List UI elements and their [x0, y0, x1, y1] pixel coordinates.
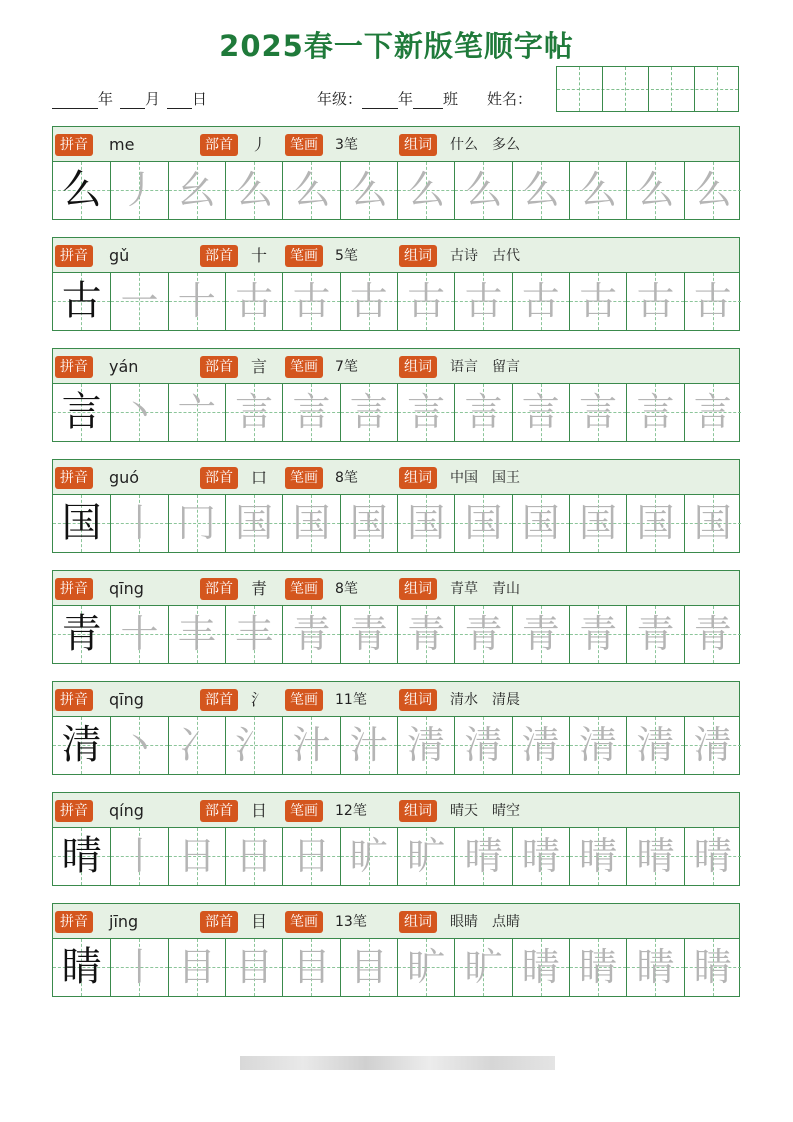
trace-cell[interactable]: [626, 828, 683, 885]
trace-cell[interactable]: [684, 717, 741, 774]
words-tag: 组词: [399, 578, 437, 600]
trace-cell[interactable]: [340, 939, 397, 996]
model-character: 国: [61, 500, 102, 546]
page-title: 2025春一下新版笔顺字帖: [219, 29, 574, 63]
stroke-step-character: 丨: [120, 501, 159, 545]
stroke-step-character: 汁: [349, 723, 388, 767]
stroke-step-character: 青: [693, 612, 732, 656]
words-value: 青草 青山: [450, 581, 520, 597]
trace-cell[interactable]: [626, 495, 683, 552]
stroke-step-character: 古: [521, 279, 560, 323]
words-tag: 组词: [399, 134, 437, 156]
model-character: 古: [61, 278, 102, 324]
stroke-step-character: 日: [292, 834, 331, 878]
stroke-step-character: 青: [407, 612, 446, 656]
trace-cell[interactable]: [684, 606, 741, 663]
strokes-value: 13笔: [335, 914, 367, 930]
stroke-step-character: 言: [235, 390, 274, 434]
trace-cell[interactable]: [110, 717, 167, 774]
trace-cell[interactable]: [569, 717, 626, 774]
character-block: [52, 681, 740, 778]
radical-tag: 部首: [200, 467, 238, 489]
trace-cell[interactable]: [225, 939, 282, 996]
stroke-step-character: 睛: [693, 945, 732, 989]
stroke-step-character: 旷: [464, 945, 503, 989]
stroke-step-character: 国: [235, 501, 274, 545]
stroke-step-character: 青: [349, 612, 388, 656]
character-block: [52, 237, 740, 334]
radical-tag: 部首: [200, 245, 238, 267]
pinyin-tag: 拼音: [55, 467, 93, 489]
stroke-step-character: 言: [579, 390, 618, 434]
stroke-step-character: 国: [693, 501, 732, 545]
character-block: [52, 459, 740, 556]
pinyin-tag: 拼音: [55, 689, 93, 711]
pinyin-tag: 拼音: [55, 356, 93, 378]
stroke-step-character: 目: [349, 945, 388, 989]
stroke-step-character: 古: [636, 279, 675, 323]
stroke-step-character: 晴: [636, 834, 675, 878]
stroke-step-character: 言: [464, 390, 503, 434]
trace-cell[interactable]: [397, 162, 454, 219]
stroke-step-character: 冂: [177, 501, 216, 545]
model-character-cell[interactable]: [53, 606, 110, 663]
radical-value: 十: [251, 246, 268, 265]
stroke-step-character: 旷: [407, 945, 446, 989]
trace-cell[interactable]: [110, 273, 167, 330]
trace-cell[interactable]: [225, 717, 282, 774]
strokes-value: 8笔: [335, 581, 358, 597]
radical-tag: 部首: [200, 356, 238, 378]
stroke-step-character: 清: [464, 723, 503, 767]
trace-cell[interactable]: [454, 939, 511, 996]
strokes-value: 7笔: [335, 359, 358, 375]
trace-cell[interactable]: [340, 606, 397, 663]
trace-cell[interactable]: [225, 828, 282, 885]
stroke-step-character: 清: [636, 723, 675, 767]
stroke-step-character: 青: [464, 612, 503, 656]
stroke-step-character: 日: [235, 834, 274, 878]
stroke-step-character: 晴: [579, 834, 618, 878]
stroke-step-character: 青: [636, 612, 675, 656]
trace-cell[interactable]: [626, 606, 683, 663]
model-character: 么: [61, 167, 102, 213]
words-tag: 组词: [399, 245, 437, 267]
trace-cell[interactable]: [397, 384, 454, 441]
student-info-row: [52, 88, 552, 112]
model-character-cell[interactable]: [53, 273, 110, 330]
character-info-bar: [52, 681, 740, 717]
strokes-value: 5笔: [335, 248, 358, 264]
stroke-step-character: 么: [636, 168, 675, 212]
pinyin-value: me: [109, 135, 135, 154]
model-character: 言: [61, 389, 102, 435]
tian-grid-row: [52, 273, 740, 331]
stroke-step-character: 青: [292, 612, 331, 656]
stroke-step-character: 清: [693, 723, 732, 767]
name-label: 姓名：: [487, 90, 533, 108]
trace-cell[interactable]: [168, 717, 225, 774]
stroke-step-character: 十: [177, 279, 216, 323]
stroke-step-character: 国: [521, 501, 560, 545]
trace-cell[interactable]: [168, 162, 225, 219]
pinyin-tag: 拼音: [55, 800, 93, 822]
trace-cell[interactable]: [282, 495, 339, 552]
radical-tag: 部首: [200, 134, 238, 156]
stroke-step-character: 目: [235, 945, 274, 989]
stroke-step-character: 氵: [235, 723, 274, 767]
pinyin-tag: 拼音: [55, 578, 93, 600]
radical-value: 丿: [251, 135, 268, 154]
trace-cell[interactable]: [569, 606, 626, 663]
stroke-step-character: 言: [693, 390, 732, 434]
words-value: 中国 国王: [450, 470, 520, 486]
stroke-step-character: 国: [579, 501, 618, 545]
radical-tag: 部首: [200, 578, 238, 600]
trace-cell[interactable]: [168, 495, 225, 552]
words-value: 什么 多么: [450, 137, 520, 153]
trace-cell[interactable]: [168, 939, 225, 996]
words-value: 眼睛 点睛: [450, 914, 520, 930]
stroke-step-character: 国: [349, 501, 388, 545]
strokes-tag: 笔画: [285, 467, 323, 489]
stroke-step-character: 国: [464, 501, 503, 545]
trace-cell[interactable]: [684, 939, 741, 996]
stroke-step-character: 丶: [120, 723, 159, 767]
trace-cell[interactable]: [340, 717, 397, 774]
grade-label: 年级：: [317, 90, 363, 108]
model-character-cell[interactable]: [53, 939, 110, 996]
pinyin-tag: 拼音: [55, 911, 93, 933]
grade-blank[interactable]: [362, 93, 398, 109]
strokes-tag: 笔画: [285, 800, 323, 822]
stroke-step-character: 丨: [120, 945, 159, 989]
trace-cell[interactable]: [110, 606, 167, 663]
trace-cell[interactable]: [397, 717, 454, 774]
stroke-step-character: 清: [407, 723, 446, 767]
trace-cell[interactable]: [626, 939, 683, 996]
pinyin-tag: 拼音: [55, 134, 93, 156]
model-character-cell[interactable]: [53, 495, 110, 552]
trace-cell[interactable]: [282, 273, 339, 330]
trace-cell[interactable]: [512, 162, 569, 219]
character-block: [52, 126, 740, 223]
trace-cell[interactable]: [684, 384, 741, 441]
trace-cell[interactable]: [512, 606, 569, 663]
radical-tag: 部首: [200, 800, 238, 822]
stroke-step-character: 亠: [177, 390, 216, 434]
strokes-tag: 笔画: [285, 578, 323, 600]
stroke-step-character: 冫: [177, 723, 216, 767]
strokes-tag: 笔画: [285, 911, 323, 933]
stroke-step-character: 丰: [177, 612, 216, 656]
stroke-step-character: 古: [235, 279, 274, 323]
trace-cell[interactable]: [225, 606, 282, 663]
radical-value: 言: [251, 357, 268, 376]
stroke-step-character: 睛: [579, 945, 618, 989]
trace-cell[interactable]: [454, 717, 511, 774]
words-value: 晴天 晴空: [450, 803, 520, 819]
trace-cell[interactable]: [225, 273, 282, 330]
trace-cell[interactable]: [626, 717, 683, 774]
stroke-step-character: 汁: [292, 723, 331, 767]
stroke-step-character: 么: [579, 168, 618, 212]
trace-cell[interactable]: [512, 495, 569, 552]
stroke-step-character: 么: [464, 168, 503, 212]
tian-grid-row: [52, 939, 740, 997]
character-info-bar: [52, 459, 740, 495]
trace-cell[interactable]: [397, 606, 454, 663]
trace-cell[interactable]: [225, 384, 282, 441]
trace-cell[interactable]: [454, 384, 511, 441]
stroke-step-character: 丿: [120, 168, 159, 212]
month-label: 月: [145, 90, 161, 108]
stroke-step-character: 国: [636, 501, 675, 545]
trace-cell[interactable]: [569, 162, 626, 219]
trace-cell[interactable]: [626, 162, 683, 219]
stroke-step-character: 清: [579, 723, 618, 767]
trace-cell[interactable]: [225, 495, 282, 552]
trace-cell[interactable]: [684, 273, 741, 330]
trace-cell[interactable]: [569, 273, 626, 330]
year-label: 年: [98, 90, 114, 108]
trace-cell[interactable]: [110, 495, 167, 552]
words-tag: 组词: [399, 800, 437, 822]
stroke-step-character: 么: [407, 168, 446, 212]
pinyin-tag: 拼音: [55, 245, 93, 267]
character-block: [52, 570, 740, 667]
trace-cell[interactable]: [397, 273, 454, 330]
model-character: 清: [61, 722, 102, 768]
strokes-tag: 笔画: [285, 356, 323, 378]
model-character-cell[interactable]: [53, 384, 110, 441]
trace-cell[interactable]: [512, 828, 569, 885]
grade-year-label: 年: [398, 90, 414, 108]
trace-cell[interactable]: [282, 384, 339, 441]
character-info-bar: [52, 903, 740, 939]
tian-grid-row: [52, 606, 740, 664]
model-character: 青: [61, 611, 102, 657]
stroke-step-character: 古: [579, 279, 618, 323]
trace-cell[interactable]: [512, 384, 569, 441]
trace-cell[interactable]: [684, 162, 741, 219]
radical-tag: 部首: [200, 689, 238, 711]
character-block: [52, 903, 740, 1000]
trace-cell[interactable]: [110, 384, 167, 441]
trace-cell[interactable]: [512, 717, 569, 774]
stroke-step-character: 青: [521, 612, 560, 656]
stroke-step-character: 言: [349, 390, 388, 434]
class-blank[interactable]: [413, 93, 443, 109]
stroke-step-character: 么: [292, 168, 331, 212]
trace-cell[interactable]: [282, 939, 339, 996]
character-info-bar: [52, 792, 740, 828]
model-character: 晴: [61, 833, 102, 879]
words-value: 古诗 古代: [450, 248, 520, 264]
pinyin-value: jīng: [109, 912, 139, 931]
strokes-tag: 笔画: [285, 245, 323, 267]
radical-value: 青: [251, 579, 268, 598]
tian-grid-row: [52, 717, 740, 775]
character-info-bar: [52, 126, 740, 162]
strokes-tag: 笔画: [285, 134, 323, 156]
strokes-value: 3笔: [335, 137, 358, 153]
trace-cell[interactable]: [340, 828, 397, 885]
radical-value: 氵: [251, 690, 268, 709]
blurred-watermark: [240, 1056, 555, 1070]
day-blank[interactable]: [167, 93, 192, 109]
stroke-step-character: 晴: [521, 834, 560, 878]
stroke-step-character: 么: [235, 168, 274, 212]
radical-tag: 部首: [200, 911, 238, 933]
trace-cell[interactable]: [282, 717, 339, 774]
stroke-step-character: 睛: [636, 945, 675, 989]
stroke-step-character: 言: [636, 390, 675, 434]
name-writing-grid[interactable]: [556, 66, 739, 112]
character-block: [52, 792, 740, 889]
trace-cell[interactable]: [168, 384, 225, 441]
stroke-step-character: 幺: [177, 168, 216, 212]
class-label: 班: [443, 90, 459, 108]
strokes-value: 8笔: [335, 470, 358, 486]
stroke-step-character: 旷: [349, 834, 388, 878]
strokes-tag: 笔画: [285, 689, 323, 711]
trace-cell[interactable]: [684, 495, 741, 552]
pinyin-value: qíng: [109, 801, 144, 820]
pinyin-value: qīng: [109, 579, 144, 598]
stroke-step-character: 古: [292, 279, 331, 323]
strokes-value: 12笔: [335, 803, 367, 819]
trace-cell[interactable]: [569, 828, 626, 885]
trace-cell[interactable]: [397, 828, 454, 885]
radical-value: 日: [251, 801, 268, 820]
stroke-step-character: 丨: [120, 834, 159, 878]
pinyin-value: yán: [109, 357, 139, 376]
stroke-step-character: 一: [120, 279, 159, 323]
stroke-step-character: 言: [521, 390, 560, 434]
stroke-step-character: 旷: [407, 834, 446, 878]
stroke-step-character: 目: [177, 945, 216, 989]
trace-cell[interactable]: [626, 384, 683, 441]
trace-cell[interactable]: [168, 828, 225, 885]
words-tag: 组词: [399, 911, 437, 933]
model-character-cell[interactable]: [53, 828, 110, 885]
stroke-step-character: 言: [407, 390, 446, 434]
trace-cell[interactable]: [340, 162, 397, 219]
trace-cell[interactable]: [168, 606, 225, 663]
stroke-step-character: 古: [464, 279, 503, 323]
trace-cell[interactable]: [569, 939, 626, 996]
trace-cell[interactable]: [225, 162, 282, 219]
model-character-cell[interactable]: [53, 717, 110, 774]
words-tag: 组词: [399, 467, 437, 489]
trace-cell[interactable]: [454, 828, 511, 885]
words-tag: 组词: [399, 689, 437, 711]
radical-value: 口: [251, 468, 268, 487]
stroke-step-character: 丰: [235, 612, 274, 656]
trace-cell[interactable]: [684, 828, 741, 885]
pinyin-value: guó: [109, 468, 140, 487]
stroke-step-character: 古: [693, 279, 732, 323]
pinyin-value: gǔ: [109, 246, 130, 265]
trace-cell[interactable]: [569, 384, 626, 441]
character-block: [52, 348, 740, 445]
trace-cell[interactable]: [340, 495, 397, 552]
words-tag: 组词: [399, 356, 437, 378]
stroke-step-character: 国: [407, 501, 446, 545]
character-info-bar: [52, 570, 740, 606]
trace-cell[interactable]: [569, 495, 626, 552]
stroke-step-character: 国: [292, 501, 331, 545]
tian-grid-row: [52, 384, 740, 442]
stroke-step-character: 目: [292, 945, 331, 989]
trace-cell[interactable]: [282, 162, 339, 219]
stroke-step-character: 古: [407, 279, 446, 323]
words-value: 语言 留言: [450, 359, 520, 375]
trace-cell[interactable]: [110, 939, 167, 996]
character-info-bar: [52, 237, 740, 273]
trace-cell[interactable]: [512, 273, 569, 330]
trace-cell[interactable]: [397, 939, 454, 996]
trace-cell[interactable]: [168, 273, 225, 330]
strokes-value: 11笔: [335, 692, 367, 708]
day-label: 日: [192, 90, 208, 108]
stroke-step-character: 么: [521, 168, 560, 212]
trace-cell[interactable]: [454, 495, 511, 552]
trace-cell[interactable]: [397, 495, 454, 552]
stroke-step-character: 晴: [693, 834, 732, 878]
trace-cell[interactable]: [340, 384, 397, 441]
trace-cell[interactable]: [454, 162, 511, 219]
tian-grid-row: [52, 828, 740, 886]
stroke-step-character: 清: [521, 723, 560, 767]
model-character: 睛: [61, 944, 102, 990]
stroke-step-character: 丶: [120, 390, 159, 434]
trace-cell[interactable]: [454, 606, 511, 663]
stroke-step-character: 日: [177, 834, 216, 878]
trace-cell[interactable]: [282, 606, 339, 663]
trace-cell[interactable]: [110, 828, 167, 885]
character-info-bar: [52, 348, 740, 384]
trace-cell[interactable]: [512, 939, 569, 996]
trace-cell[interactable]: [340, 273, 397, 330]
trace-cell[interactable]: [626, 273, 683, 330]
tian-grid-row: [52, 162, 740, 220]
stroke-step-character: 么: [349, 168, 388, 212]
tian-grid-row: [52, 495, 740, 553]
month-blank[interactable]: [120, 93, 145, 109]
trace-cell[interactable]: [110, 162, 167, 219]
pinyin-value: qīng: [109, 690, 144, 709]
stroke-step-character: 么: [693, 168, 732, 212]
stroke-step-character: 睛: [521, 945, 560, 989]
model-character-cell[interactable]: [53, 162, 110, 219]
trace-cell[interactable]: [282, 828, 339, 885]
radical-value: 目: [251, 912, 268, 931]
stroke-step-character: 晴: [464, 834, 503, 878]
words-value: 清水 清晨: [450, 692, 520, 708]
year-blank[interactable]: [52, 93, 98, 109]
stroke-step-character: 青: [579, 612, 618, 656]
trace-cell[interactable]: [454, 273, 511, 330]
stroke-step-character: 古: [349, 279, 388, 323]
stroke-step-character: 言: [292, 390, 331, 434]
stroke-step-character: 十: [120, 612, 159, 656]
